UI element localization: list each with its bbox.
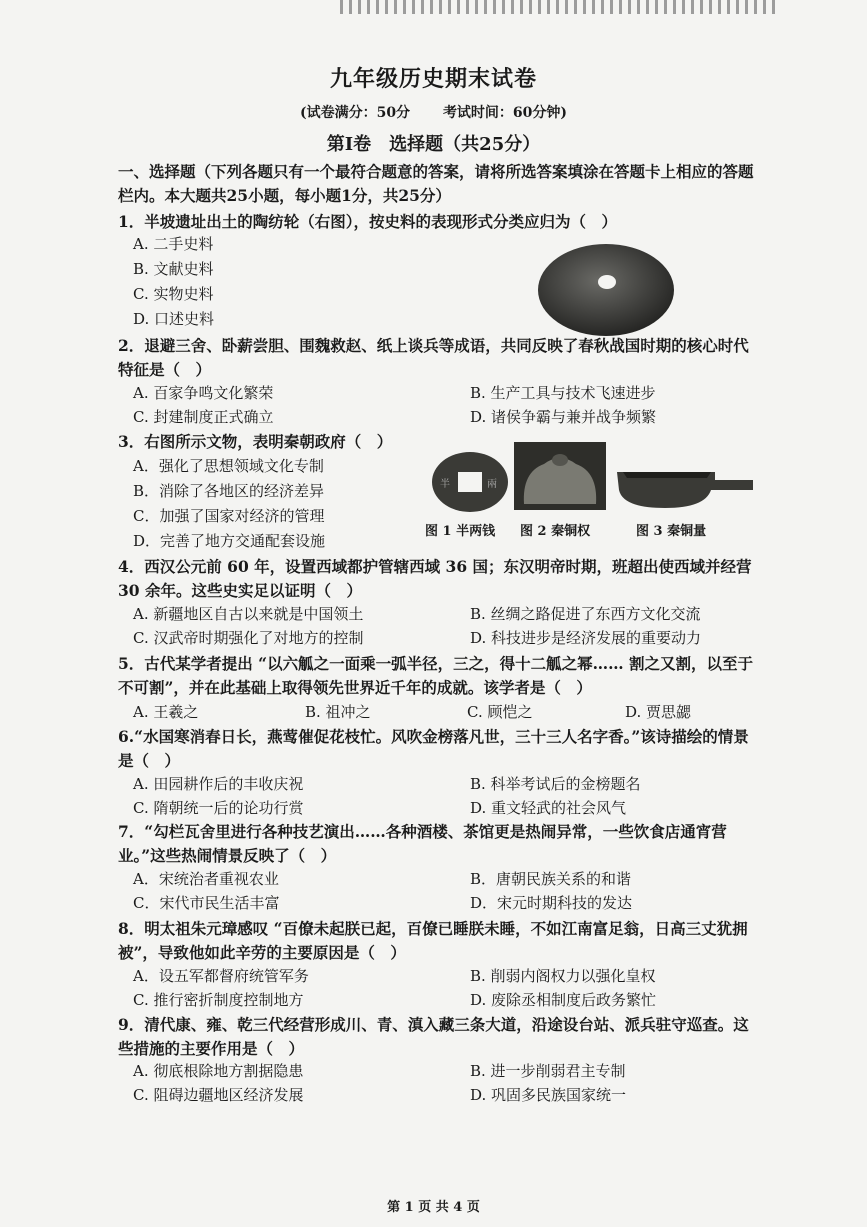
- q6-option-c: C. 隋朝统一后的论功行赏: [133, 799, 304, 817]
- time-info: 考试时间：60分钟): [442, 105, 568, 121]
- question-8: 8．明太祖朱元璋感叹 “百僚未起朕已起，百僚已睡朕未睡，不如江南富足翁，日高三丈犹拥被”，导致他如此辛劳的主要原因是（ ）: [118, 919, 748, 962]
- q4-option-d: D. 科技进步是经济发展的重要动力: [470, 629, 702, 647]
- q9-option-d: D. 巩固多民族国家统一: [470, 1086, 627, 1104]
- page-title: 九年级历史期末试卷: [329, 66, 537, 92]
- q9-option-b: B. 进一步削弱君主专制: [470, 1062, 626, 1080]
- q5-option-b: B. 祖冲之: [305, 703, 371, 721]
- score-info: (试卷满分：50分: [299, 105, 411, 121]
- q8-option-b: B. 削弱内阁权力以强化皇权: [470, 967, 656, 985]
- q4-option-b: B. 丝绸之路促进了东西方文化交流: [470, 605, 701, 623]
- q9-option-a: A. 彻底根除地方割据隐患: [133, 1062, 304, 1080]
- scan-artifact: [340, 0, 780, 14]
- q7-option-b: B．唐朝民族关系的和谐: [470, 870, 632, 888]
- q3-option-b: B．消除了各地区的经济差异: [133, 482, 325, 500]
- q7-option-c: C．宋代市民生活丰富: [133, 894, 280, 912]
- page-number: 第 1 页 共 4 页: [387, 1200, 480, 1215]
- caption-fig3: 图 3 秦铜量: [636, 524, 707, 539]
- q5-option-a: A. 王羲之: [133, 703, 199, 721]
- question-4: 4．西汉公元前 60 年，设置西域都护管辖西域 36 国；东汉明帝时期，班超出使西域并经营 30 余年。这些史实足以证明（ ）: [118, 557, 752, 600]
- instructions: 一、选择题（下列各题只有一个最符合题意的答案，请将所选答案填涂在答题卡上相应的答题栏内。本大题共25小题，每小题1分，共25分）: [118, 162, 754, 205]
- bronze-measure-image: [615, 464, 755, 510]
- caption-fig1: 图 1 半两钱: [425, 524, 496, 539]
- q8-option-c: C. 推行密折制度控制地方: [133, 991, 304, 1009]
- bronze-weight-image: [514, 442, 606, 510]
- q4-option-a: A. 新疆地区自古以来就是中国领土: [133, 605, 364, 623]
- q8-option-d: D. 废除丞相制度后政务繁忙: [470, 991, 657, 1009]
- spindle-whorl-image: [535, 238, 677, 338]
- q8-option-a: A．设五军都督府统管军务: [133, 967, 309, 985]
- svg-text:半: 半: [440, 479, 450, 490]
- q5-option-d: D. 贾思勰: [625, 703, 692, 721]
- q9-option-c: C. 阻碍边疆地区经济发展: [133, 1086, 304, 1104]
- q1-option-a: A. 二手史料: [133, 235, 214, 253]
- q7-option-d: D．宋元时期科技的发达: [470, 894, 633, 912]
- q4-option-c: C. 汉武帝时期强化了对地方的控制: [133, 629, 364, 647]
- question-1: 1．半坡遗址出土的陶纺轮（右图），按史料的表现形式分类应归为（ ）: [118, 212, 618, 231]
- q6-option-a: A. 田园耕作后的丰收庆祝: [133, 775, 304, 793]
- question-7: 7．“勾栏瓦舍里进行各种技艺演出……各种酒楼、茶馆更是热闹异常，一些饮食店通宵营业。”这些热闹情景反映了（ ）: [118, 822, 727, 865]
- q3-option-a: A．强化了思想领域文化专制: [133, 457, 324, 475]
- question-6: 6.“水国寒消春日长，燕莺催促花枝忙。风吹金榜落凡世，三十三人名字香。”该诗描绘的情景是（ ）: [118, 727, 749, 770]
- q2-option-d: D. 诸侯争霸与兼并战争频繁: [470, 408, 657, 426]
- q3-option-d: D．完善了地方交通配套设施: [133, 532, 326, 550]
- q1-option-b: B. 文献史料: [133, 260, 214, 278]
- banliang-coin-image: [430, 450, 510, 514]
- question-5: 5．古代某学者提出 “以六觚之一面乘一弧半径，三之，得十二觚之幂…… 割之又割，以至于不可割”，并在此基础上取得领先世界近千年的成就。该学者是（ ）: [118, 654, 753, 697]
- q7-option-a: A．宋统治者重视农业: [133, 870, 279, 888]
- caption-fig2: 图 2 秦铜权: [520, 524, 591, 539]
- q1-option-d: D. 口述史料: [133, 310, 215, 328]
- svg-text:兩: 兩: [487, 479, 497, 490]
- q6-option-d: D. 重文轻武的社会风气: [470, 799, 627, 817]
- q5-option-c: C. 顾恺之: [467, 703, 533, 721]
- question-2: 2．退避三舍、卧薪尝胆、围魏救赵、纸上谈兵等成语，共同反映了春秋战国时期的核心时代特征是（ ）: [118, 336, 749, 379]
- q2-option-a: A. 百家争鸣文化繁荣: [133, 384, 274, 402]
- section-title: 第Ⅰ卷 选择题（共25分）: [326, 134, 541, 155]
- question-3: 3．右图所示文物，表明秦朝政府（ ）: [118, 432, 393, 451]
- q1-option-c: C. 实物史料: [133, 285, 214, 303]
- q2-option-b: B. 生产工具与技术飞速进步: [470, 384, 656, 402]
- q3-option-c: C．加强了国家对经济的管理: [133, 507, 325, 525]
- exam-info: [0, 102, 867, 122]
- q6-option-b: B. 科举考试后的金榜题名: [470, 775, 641, 793]
- q2-option-c: C. 封建制度正式确立: [133, 408, 274, 426]
- question-9: 9．清代康、雍、乾三代经营形成川、青、滇入藏三条大道，沿途设台站、派兵驻守巡查。这些措施的主要作用是（ ）: [118, 1015, 749, 1058]
